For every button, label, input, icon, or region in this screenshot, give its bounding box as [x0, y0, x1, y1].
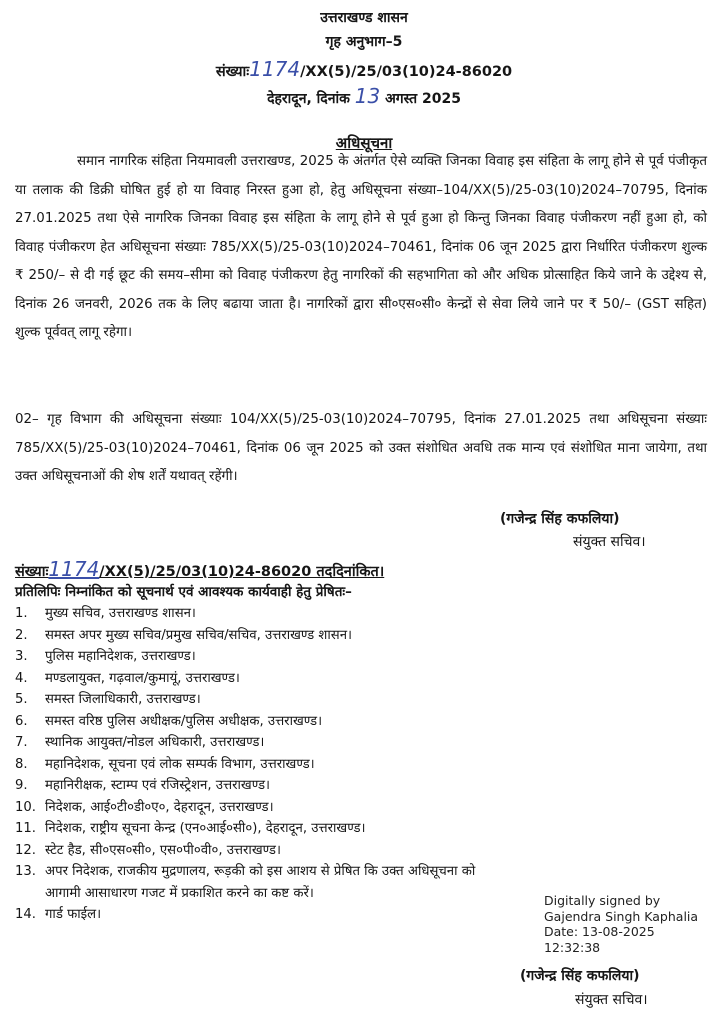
list-item-number: 4.: [15, 670, 28, 686]
digital-signature-date: Date: 13-08-2025: [544, 924, 655, 939]
list-item-number: 13.: [15, 864, 36, 879]
list-item-number: 9.: [15, 778, 28, 793]
list-item-text: अपर निदेशक, राजकीय मुद्रणालय, रूड़की को इस आशय से प्रेषित कि उक्त अधिसूचना को: [45, 864, 476, 879]
handwritten-date: 13: [354, 84, 381, 108]
memo-number-label: संख्याः: [15, 564, 49, 580]
paragraph-1: समान नागरिक संहिता नियमावली उत्तराखण्ड, 2025 के अंतर्गत ऐसे व्यक्ति जिनका विवाह इस संहिता के लागू होने से पूर्व पंजीकृत या तलाक की डिक्री घोषित हुई हो या विवाह निरस्त हुआ हो, हेतु अधिसूचना संख्या–104/XX(5)/25-03(10)2024–70795, दिनांक 27.01.2025 तथा ऐसे नागरिक जिनका विवाह इस संहिता के लागू होने से पूर्व हुआ हो किन्तु जिनका विवाह पंजीकरण नहीं हुआ हो, को विवाह पंजीकरण हेत अधिसूचना संख्याः 785/XX(5)/25-03(10)2024–70461, दिनांक 06 जून 2025 द्वारा निर्धारित पंजीकरण शुल्क ₹ 250/– से दी गई छूट की समय–सीमा को विवाह पंजीकरण हेतु नागरिकों की सहभागिता को और अधिक प्रोत्साहित किये जाने के उद्देश्य से, दिनांक 26 जनवरी, 2026 तक के लिए बढाया जाता है। नागरिकों द्वारा सी०एस०सी० केन्द्रों से सेवा लिये जाने पर ₹ 50/– (GST सहित) शुल्क पूर्ववत् लागू रहेगा।: [15, 154, 707, 340]
handwritten-number: 1174: [249, 57, 301, 81]
list-item-text: महानिरीक्षक, स्टाम्प एवं रजिस्ट्रेशन, उत्तराखण्ड।: [45, 778, 271, 793]
list-item: [15, 732, 665, 754]
list-item-number: 3.: [15, 649, 28, 664]
list-item-number: 7.: [15, 735, 28, 750]
list-item: [15, 668, 665, 690]
list-item: [15, 775, 665, 797]
list-item-text: निदेशक, राष्ट्रीय सूचना केन्द्र (एन०आई०सी०), देहरादून, उत्तराखण्ड।: [45, 821, 366, 836]
list-item-number: 8.: [15, 756, 28, 772]
list-item-text: मुख्य सचिव, उत्तराखण्ड शासन।: [45, 606, 196, 621]
signatory-designation-2: संयुक्त सचिव।: [575, 992, 648, 1008]
list-item-number: 10.: [15, 799, 36, 815]
list-item-number: 5.: [15, 692, 28, 707]
list-item: [15, 689, 665, 711]
government-heading: उत्तराखण्ड शासन: [320, 10, 408, 26]
list-item-number: 6.: [15, 713, 28, 729]
signatory-name-2: (गजेन्द्र सिंह कफलिया): [520, 968, 640, 984]
list-item-text: महानिदेशक, सूचना एवं लोक सम्पर्क विभाग, उत्तराखण्ड।: [45, 756, 315, 772]
document-title: अधिसूचना: [335, 134, 393, 152]
list-item-text: निदेशक, आई०टी०डी०ए०, देहरादून, उत्तराखण्ड।: [45, 799, 274, 815]
list-item-number: 2.: [15, 627, 28, 643]
digital-signature-signer: Gajendra Singh Kaphalia: [544, 908, 699, 924]
department-heading: गृह अनुभाग–5: [325, 34, 403, 50]
memo-number-rest: /XX(5)/25/03(10)24-86020 तददिनांकित।: [99, 564, 385, 580]
date-suffix: अगस्त 2025: [385, 91, 461, 107]
list-item-text: गार्ड फाईल।: [45, 907, 102, 922]
memo-handwritten-number: 1174: [48, 557, 100, 581]
list-item: [15, 711, 665, 733]
list-item-text: स्टेट हैड, सी०एस०सी०, एस०पी०वी०, उत्तराखण्ड।: [45, 842, 281, 858]
place-date: [0, 84, 728, 108]
signatory-name: (गजेन्द्र सिंह कफलिया): [500, 511, 620, 527]
list-item: [15, 754, 665, 776]
list-item-text: पुलिस महानिदेशक, उत्तराखण्ड।: [45, 649, 196, 664]
list-item: [15, 840, 665, 862]
list-item: [15, 603, 665, 625]
list-item-text: स्थानिक आयुक्त/नोडल अधिकारी, उत्तराखण्ड।: [45, 735, 265, 750]
list-item-number: 11.: [15, 821, 36, 836]
signatory-designation: संयुक्त सचिव।: [573, 534, 646, 550]
copy-to-heading: प्रतिलिपिः निम्नांकित को सूचनार्थ एवं आवश्यक कार्यवाही हेतु प्रेषितः–: [15, 584, 352, 600]
list-item-text: मण्डलायुक्त, गढ़वाल/कुमायूं, उत्तराखण्ड।: [45, 670, 240, 686]
list-item: [15, 797, 665, 819]
recipient-list: [15, 603, 665, 926]
list-item-text: समस्त जिलाधिकारी, उत्तराखण्ड।: [45, 692, 201, 707]
order-number: [0, 57, 728, 81]
order-number-label: संख्याः: [215, 64, 250, 80]
digital-signature-block: [544, 893, 724, 955]
list-item-number: 14.: [15, 907, 36, 922]
list-item-number: 12.: [15, 842, 36, 858]
list-item-number: 1.: [15, 606, 28, 621]
list-item-text: आगामी आसाधारण गजट में प्रकाशित करने का कष्ट करें।: [45, 885, 314, 901]
list-item: [15, 625, 665, 647]
list-item-text: समस्त वरिष्ठ पुलिस अधीक्षक/पुलिस अधीक्षक, उत्तराखण्ड।: [45, 713, 323, 729]
list-item-text: समस्त अपर मुख्य सचिव/प्रमुख सचिव/सचिव, उत्तराखण्ड शासन।: [45, 627, 353, 643]
digital-signature-line: Digitally signed by: [544, 893, 661, 908]
list-item: [15, 646, 665, 668]
order-number-rest: /XX(5)/25/03(10)24-86020: [300, 64, 513, 80]
list-item: [15, 818, 665, 840]
digital-signature-time: 12:32:38: [544, 939, 601, 955]
paragraph-2: 02– गृह विभाग की अधिसूचना संख्याः 104/XX(5)/25-03(10)2024–70795, दिनांक 27.01.2025 तथा अधिसूचना संख्याः 785/XX(5)/25-03(10)2024–70461, दिनांक 06 जून 2025 को उक्त संशोधित अवधि तक मान्य एवं संशोधित माना जायेगा, तथा उक्त अधिसूचनाओं की शेष शर्तें यथावत् रहेंगी।: [15, 412, 707, 484]
list-item: [15, 861, 665, 883]
place-date-prefix: देहरादून, दिनांक: [267, 91, 350, 107]
memo-number: [15, 557, 384, 581]
